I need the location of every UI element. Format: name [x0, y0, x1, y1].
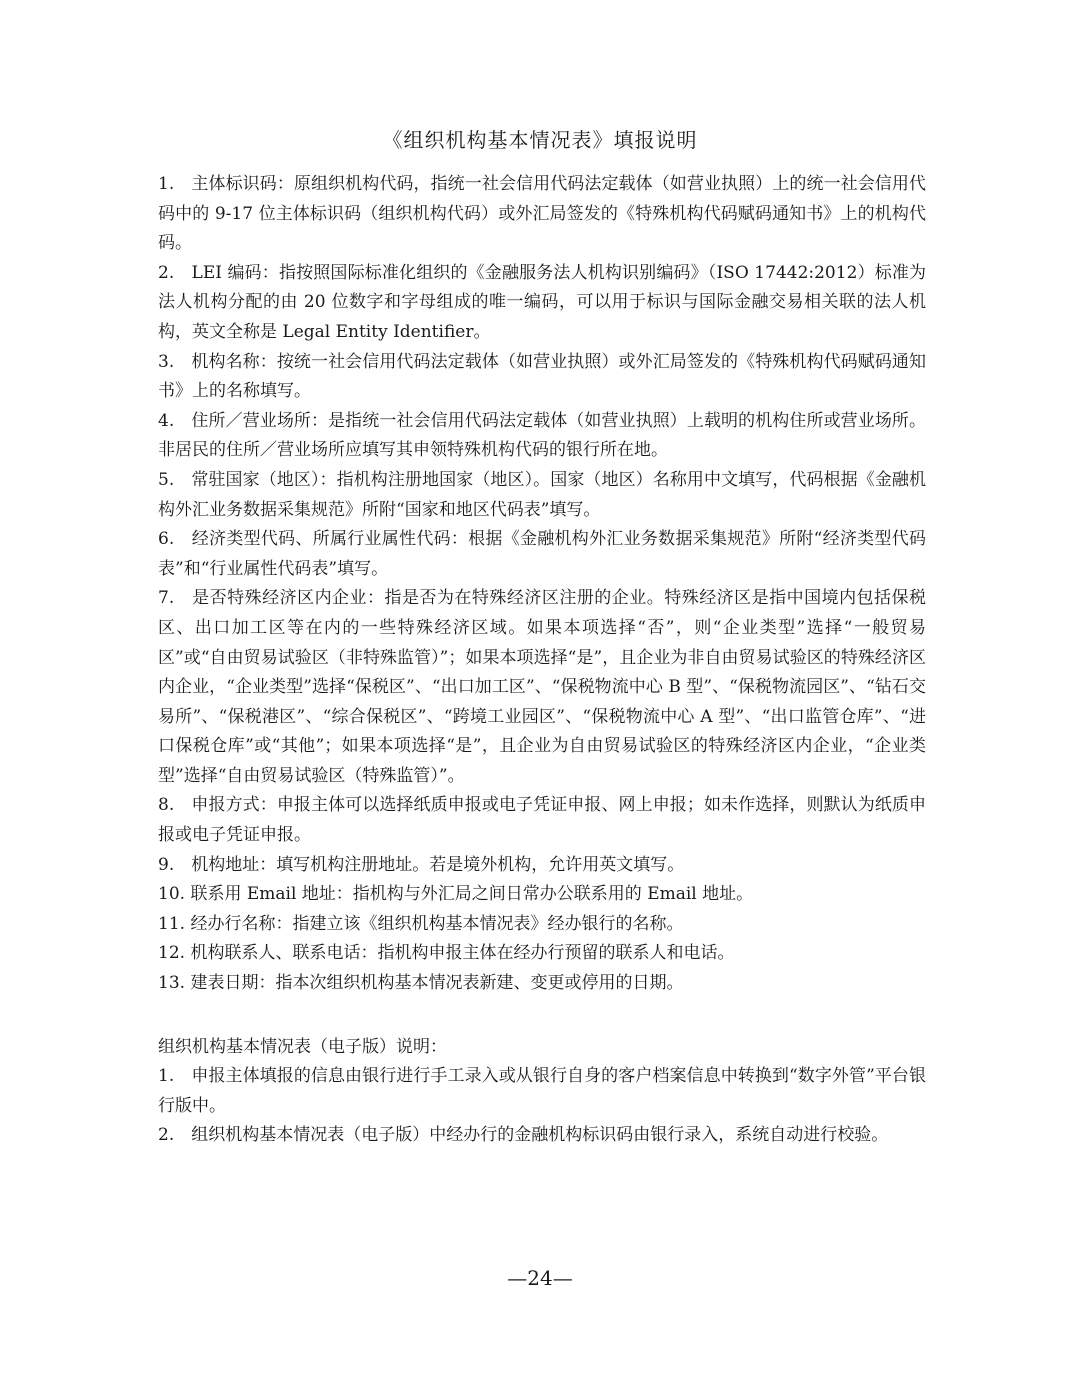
electronic-item-2: 2. 组织机构基本情况表（电子版）中经办行的金融机构标识码由银行录入，系统自动进行校验。	[158, 1125, 889, 1146]
page-number: —24—	[507, 1266, 573, 1290]
item-13-date: 13. 建表日期：指本次组织机构基本情况表新建、变更或停用的日期。	[158, 973, 684, 994]
electronic-item-1: 1. 申报主体填报的信息由银行进行手工录入或从银行自身的客户档案信息中转换到“数字外管”平台银行版中。	[158, 1066, 926, 1116]
item-3-institution-name: 3. 机构名称：按统一社会信用代码法定载体（如营业执照）或外汇局签发的《特殊机构代码赋码通知书》上的名称填写。	[158, 351, 926, 402]
item-11-handling-bank: 11. 经办行名称：指建立该《组织机构基本情况表》经办银行的名称。	[158, 913, 684, 934]
item-5-country: 5. 常驻国家（地区）：指机构注册地国家（地区）。国家（地区）名称用中文填写，代码根据《金融机构外汇业务数据采集规范》所附“国家和地区代码表”填写。	[158, 469, 926, 520]
document-title: 《组织机构基本情况表》填报说明	[382, 128, 698, 152]
item-2-lei-code: 2. LEI 编码：指按照国际标准化组织的《金融服务法人机构识别编码》（ISO 17442:2012）标准为法人机构分配的由 20 位数字和字母组成的唯一编码，可以用于标识与国际金融交易相关联的法人机构，英文全称是 Legal Entity Identifier。	[158, 262, 926, 342]
item-8-report-method: 8. 申报方式：申报主体可以选择纸质申报或电子凭证申报、网上申报；如未作选择，则默认为纸质申报或电子凭证申报。	[158, 795, 926, 846]
item-4-residence: 4. 住所／营业场所：是指统一社会信用代码法定载体（如营业执照）上载明的机构住所或营业场所。非居民的住所／营业场所应填写其申领特殊机构代码的银行所在地。	[158, 410, 926, 461]
item-7-special-economic-zone: 7. 是否特殊经济区内企业：指是否为在特殊经济区注册的企业。特殊经济区是指中国境内包括保税区、出口加工区等在内的一些特殊经济区域。如果本项选择“否”，则“企业类型”选择“一般贸易区”或“自由贸易试验区（非特殊监管）”；如果本项选择“是”，且企业为非自由贸易试验区的特殊经济区内企业，“企业类型”选择“保税区”、“出口加工区”、“保税物流中心 B 型”、“保税物流园区”、“钻石交易所”、“保税港区”、“综合保税区”、“跨境工业园区”、“保税物流中心 A 型”、“出口监管仓库”、“进口保税仓库”或“其他”；如果本项选择“是”，且企业为自由贸易试验区的特殊经济区内企业，“企业类型”选择“自由贸易试验区（特殊监管）”。	[158, 588, 926, 786]
section-spacer	[158, 999, 926, 1033]
item-9-address: 9. 机构地址：填写机构注册地址。若是境外机构，允许用英文填写。	[158, 854, 685, 875]
item-6-economic-type: 6. 经济类型代码、所属行业属性代码：根据《金融机构外汇业务数据采集规范》所附“经济类型代码表”和“行业属性代码表”填写。	[158, 529, 926, 579]
document-body	[158, 170, 926, 1151]
electronic-section-heading: 组织机构基本情况表（电子版）说明：	[158, 1036, 447, 1057]
item-12-contact: 12. 机构联系人、联系电话：指机构申报主体在经办行预留的联系人和电话。	[158, 943, 735, 964]
item-10-email: 10. 联系用 Email 地址：指机构与外汇局之间日常办公联系用的 Email 地址。	[158, 884, 754, 905]
item-1-main-identifier: 1. 主体标识码：原组织机构代码，指统一社会信用代码法定载体（如营业执照）上的统一社会信用代码中的 9-17 位主体标识码（组织机构代码）或外汇局签发的《特殊机构代码赋码通知书》上的机构代码。	[158, 174, 926, 254]
